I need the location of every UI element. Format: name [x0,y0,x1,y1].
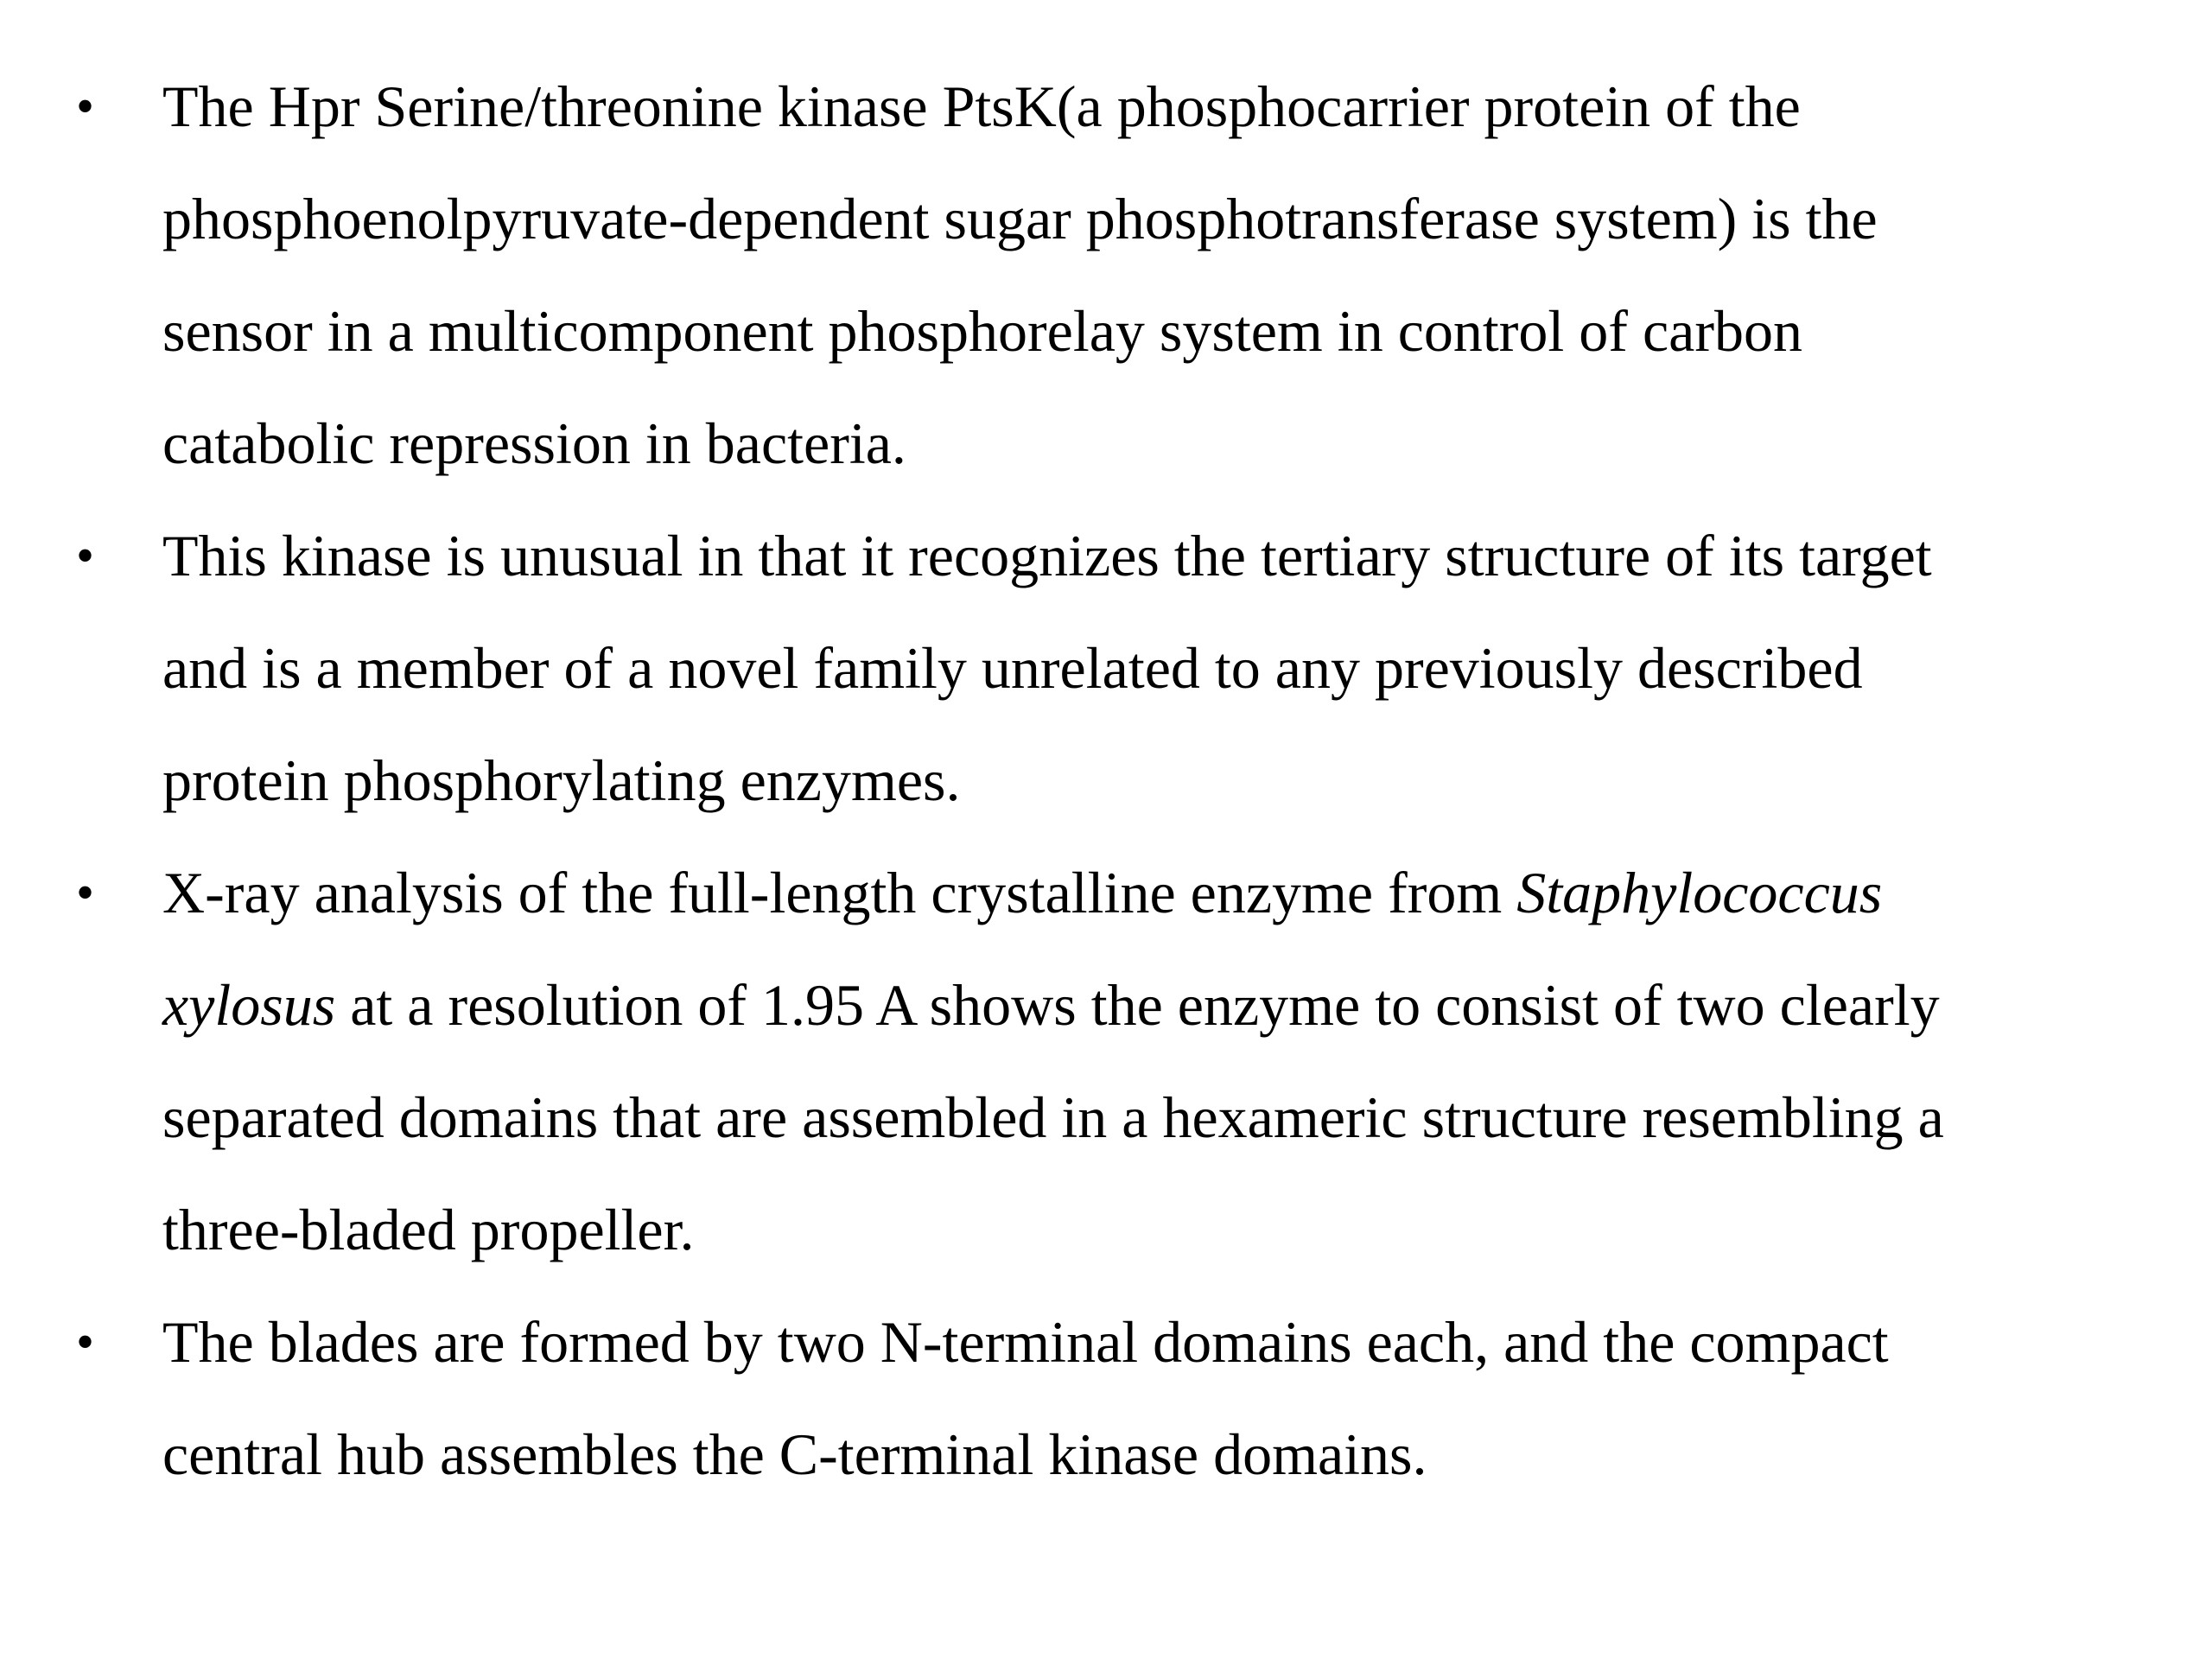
bullet-item-unusual-kinase [0,499,2063,836]
bullet-item-xray-analysis [0,836,2063,1286]
bullet-icon: • [76,864,95,921]
species-name-genus: Staphylococcus [1516,860,1883,925]
bullet-icon: • [76,527,95,584]
species-name-epithet: xylosus [162,972,336,1038]
text-line: three-bladed propeller. [162,1197,695,1262]
text-segment: X-ray analysis of the full-length crystalline enzyme from [162,860,1517,925]
text-line: phosphoenolpyruvate-dependent sugar phosphotransferase system) is the [162,186,1878,251]
text-line: catabolic repression in bacteria. [162,410,906,476]
text-line: The Hpr Serine/threonine kinase PtsK(a phosphocarrier protein of the [162,73,1801,139]
text-line: protein phosphorylating enzymes. [162,747,961,813]
text-segment: at a resolution of 1.95 A shows the enzyme to consist of two clearly [335,972,1940,1038]
text-line: sensor in a multicomponent phosphorelay system in control of carbon [162,298,1802,364]
bullet-list [0,50,2212,1510]
text-line: The blades are formed by two N-terminal domains each, and the compact [162,1309,1889,1375]
bullet-icon: • [76,1313,95,1370]
text-line [162,836,2063,949]
bullet-icon: • [76,78,95,135]
text-line: separated domains that are assembled in a hexameric structure resembling a [162,1084,1944,1150]
text-line: central hub assembles the C-terminal kinase domains. [162,1421,1427,1487]
text-line: and is a member of a novel family unrelated to any previously described [162,635,1863,701]
bullet-item-ptsk-sensor [0,50,2063,499]
text-line [162,949,2063,1061]
bullet-item-blades-hub [0,1286,2063,1510]
text-line: This kinase is unusual in that it recognizes the tertiary structure of its target [162,523,1932,588]
